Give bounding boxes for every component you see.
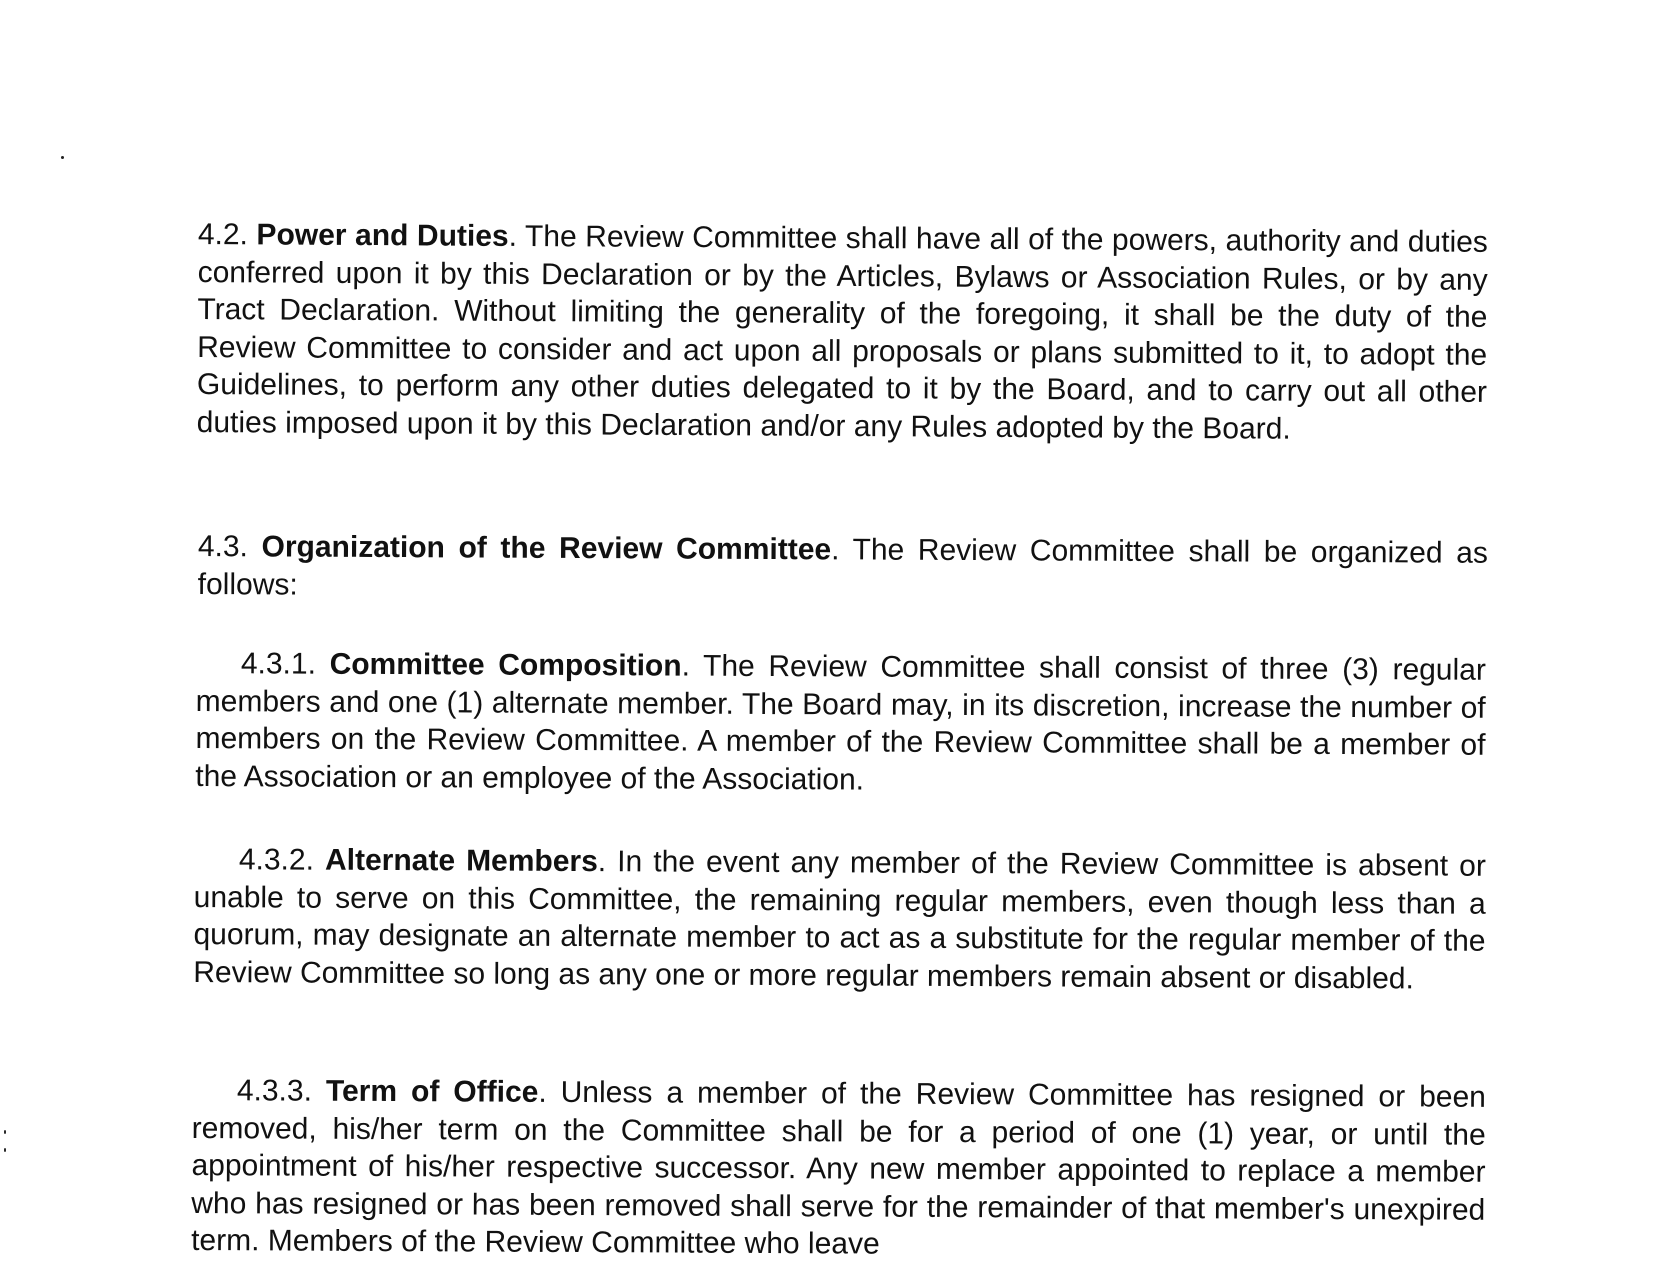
section-4-3 (198, 528, 1488, 610)
section-body: . The Review Committee shall have all of the powers, authority and duties conferred upon it by this Declaration or by the Articles, Bylaws or Association Rules, or by any Tract Declaration. Without limiting the generality of the foregoing, it shall be the duty of the Review Committee to consider and act upon all proposals or plans submitted to it, to adopt the Guidelines, to perform any other duties delegated to it by the Board, and to carry out all other duties imposed upon it by this Declaration and/or any Rules adopted by the Board. (196, 219, 1488, 446)
section-number: 4.3.2. (238, 843, 315, 877)
section-4-3-2 (193, 841, 1486, 998)
section-heading: Term of Office (325, 1074, 539, 1109)
section-heading: Organization of the Review Committee (261, 530, 832, 567)
scan-speck (4, 1148, 6, 1152)
section-4-2 (197, 216, 1488, 449)
scan-speck (4, 1130, 6, 1134)
section-4-3-1 (195, 645, 1486, 802)
section-heading: Power and Duties (256, 218, 509, 253)
section-number: 4.3.3. (236, 1074, 313, 1108)
section-body: . In the event any member of the Review Committee is absent or unable to serve on this Committee, the remaining regular members, even though less than a quorum, may designate an alternate member to act as a substitute for the regular member of the Review Committee so long as any one or more regular members remain absent or disabled. (193, 845, 1486, 995)
section-heading: Alternate Members (324, 843, 598, 879)
section-body: . Unless a member of the Review Committee has resigned or been removed, his/her term on the Committee shall be for a period of one (1) year, or until the appointment of his/her respective successor. Any new member appointed to replace a member who has resigned or has been removed shall serve for the remainder of that member's unexpired term. Members of the Review Committee who leave (191, 1075, 1486, 1261)
section-4-3-3 (191, 1072, 1486, 1266)
section-body: . The Review Committee shall be organized as follows: (197, 533, 1488, 602)
scan-speck (61, 156, 64, 159)
section-number: 4.2. (197, 217, 249, 252)
section-number: 4.3. (197, 530, 249, 564)
section-heading: Committee Composition (329, 647, 682, 683)
section-number: 4.3.1. (240, 647, 317, 681)
section-body: . The Review Committee shall consist of three (3) regular members and one (1) alternate member. The Board may, in its discretion, increase the number of members on the Review Committee. A member of the Review Committee shall be a member of the Association or an employee of the Association. (195, 649, 1486, 796)
